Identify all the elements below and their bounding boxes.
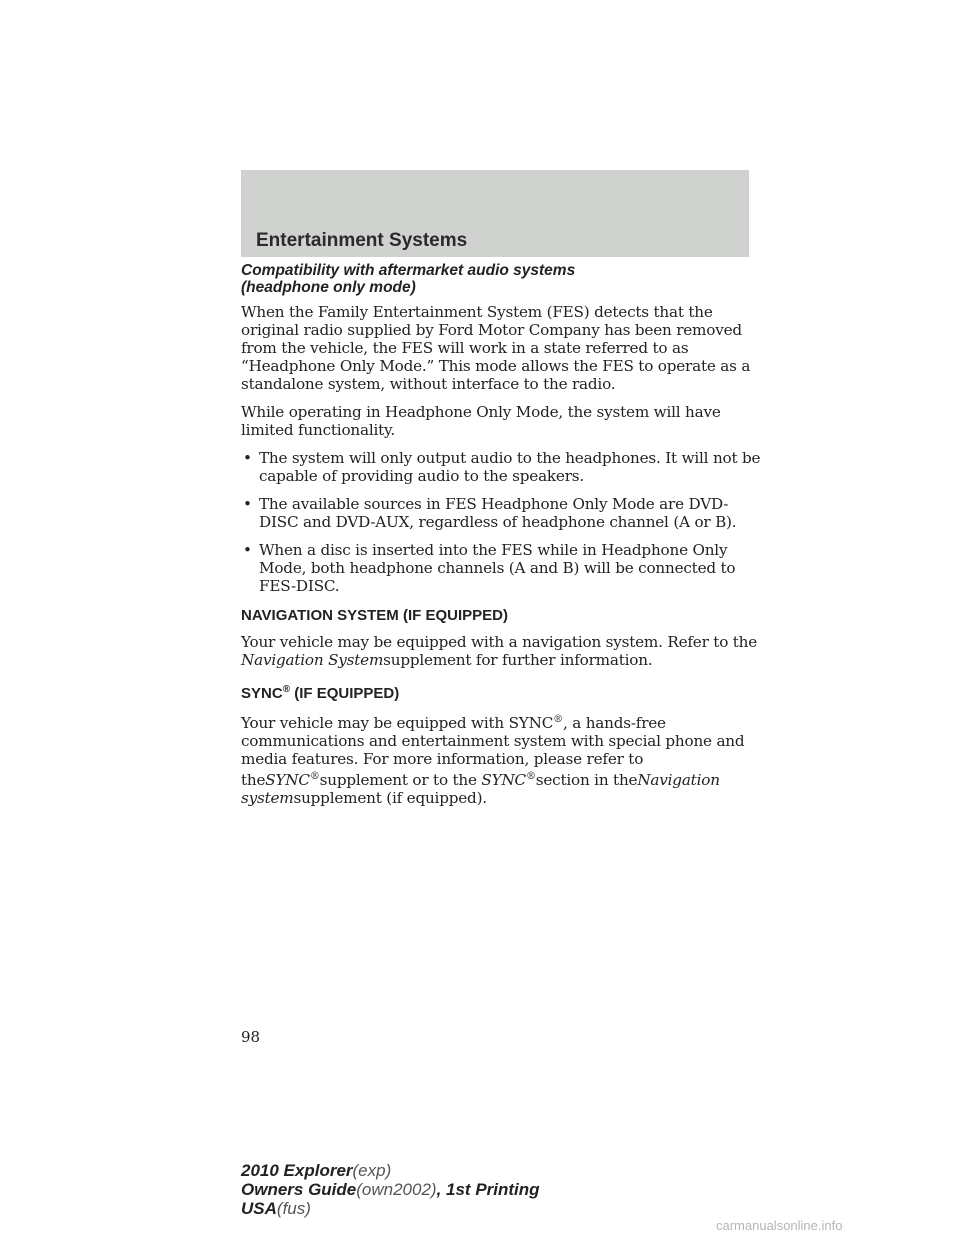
bullet-icon: • <box>243 495 252 513</box>
sync-paragraph <box>241 711 761 807</box>
bullet-icon: • <box>243 449 252 467</box>
registered-mark: ® <box>553 714 563 725</box>
headphone-mode-bullet-list <box>241 449 761 595</box>
sync-heading-rest: (IF EQUIPPED) <box>290 685 400 702</box>
bullet-item <box>241 449 761 485</box>
sync-text-3: supplement or to the <box>319 771 482 790</box>
navigation-system-italic: Navigation system <box>241 771 720 808</box>
navigation-system-heading: NAVIGATION SYSTEM (IF EQUIPPED) <box>241 607 508 624</box>
section-title: Entertainment Systems <box>256 230 468 251</box>
footer-line-1 <box>241 1161 540 1180</box>
navigation-system-reference: Navigation System <box>241 651 384 669</box>
footer-model-code: (exp) <box>352 1161 392 1180</box>
registered-mark: ® <box>309 771 320 783</box>
registered-mark: ® <box>525 771 536 783</box>
bullet-item <box>241 541 761 595</box>
footer-printing: , 1st Printing <box>436 1180 540 1199</box>
footer-line-2 <box>241 1180 540 1199</box>
nav-text-before: Your vehicle may be equipped with a navigation system. Refer to the <box>241 633 758 651</box>
bullet-text: The system will only output audio to the headphones. It will not be capable of providing audio to the speakers. <box>259 449 761 485</box>
compatibility-subheading <box>241 262 761 296</box>
bullet-icon: • <box>243 541 252 559</box>
footer-guide: Owners Guide <box>241 1180 357 1199</box>
watermark: carmanualsonline.info <box>716 1218 843 1233</box>
section-header-band <box>241 170 749 257</box>
sync-text-1: Your vehicle may be equipped with SYNC <box>241 714 554 733</box>
footer-market: USA <box>241 1199 277 1218</box>
sync-italic-2: SYNC <box>481 771 526 790</box>
document-footer <box>241 1161 540 1218</box>
sync-italic-1: SYNC <box>265 771 310 790</box>
sync-heading <box>241 681 761 703</box>
footer-market-code: (fus) <box>276 1199 311 1218</box>
sync-text-2: , a hands-free communications and entertainment system with special phone and media features. For more information, please refer to the <box>241 714 745 790</box>
subheading-line-2: (headphone only mode) <box>241 279 416 296</box>
sync-text-4: section in the <box>535 771 638 790</box>
footer-line-3 <box>241 1199 540 1218</box>
subheading-line-1: Compatibility with aftermarket audio systems <box>241 262 576 279</box>
footer-model: 2010 Explorer <box>241 1161 353 1180</box>
bullet-item <box>241 495 761 531</box>
registered-mark: ® <box>282 684 291 695</box>
sync-heading-main: SYNC <box>241 685 283 702</box>
fes-description-paragraph: When the Family Entertainment System (FES) detects that the original radio supplied by Ford Motor Company has been removed from the vehicle, the FES will work in a state referred to as “Headphone Only Mode.” This mode allows the FES to operate as a standalone system, without interface to the radio. <box>241 303 751 393</box>
nav-text-after: supplement for further information. <box>383 651 653 669</box>
bullet-text: The available sources in FES Headphone Only Mode are DVD-DISC and DVD-AUX, regardless of headphone channel (A or B). <box>259 495 737 531</box>
page-content <box>241 262 761 817</box>
page-number: 98 <box>241 1028 261 1046</box>
navigation-system-paragraph <box>241 633 761 669</box>
footer-guide-code: (own2002) <box>356 1180 437 1199</box>
limited-functionality-paragraph: While operating in Headphone Only Mode, the system will have limited functionality. <box>241 403 721 439</box>
sync-text-5: supplement (if equipped). <box>293 789 487 808</box>
bullet-text: When a disc is inserted into the FES while in Headphone Only Mode, both headphone channels (A and B) will be connected to FES-DISC. <box>259 541 736 595</box>
